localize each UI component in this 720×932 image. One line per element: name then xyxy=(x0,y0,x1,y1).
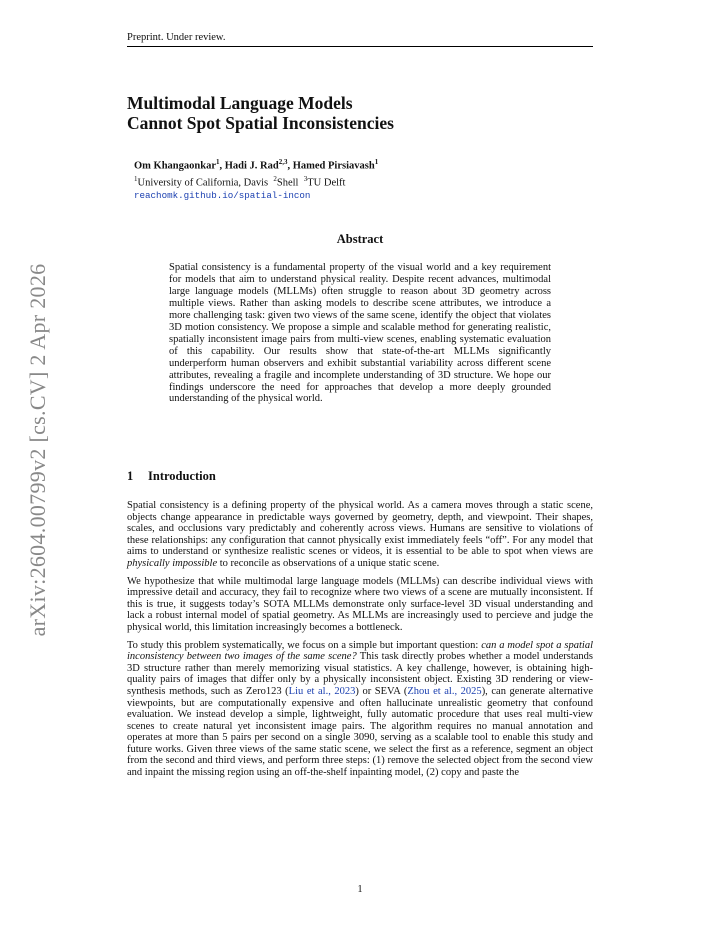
abstract-text: Spatial consistency is a fundamental property of the visual world and a key requirement for models that aim to understand physical reality. Despite recent advances, multimodal large language models (MLLMs) often struggle to reason about 3D geometry across multiple views. Rather than asking models to describe scene attributes, we introduce a more challenging task: given two views of the same scene, identify the object that violates 3D motion consistency. We propose a simple and scalable method for generating realistic, spatially inconsistent image pairs from multi-view scenes, enabling systematic evaluation of this capability. Our results show that state-of-the-art MLLMs significantly underperform human observers and exhibit substantial variability across different scene attributes, revealing a fragile and incomplete understanding of 3D structure. We hope our findings underscore the need for approaches that develop a more deeply grounded understanding of the physical world. xyxy=(169,262,551,405)
affil-1-mark: 1 xyxy=(134,175,138,183)
title-line-2: Cannot Spot Spatial Inconsistencies xyxy=(127,113,394,133)
page-number: 1 xyxy=(357,884,363,895)
project-link[interactable]: reachomk.github.io/spatial-incon xyxy=(134,190,311,201)
intro-p1-text-b: to reconcile as observations of a unique static scene. xyxy=(217,557,440,569)
intro-p3-text-b: This task directly probes whether a model understands 3D structure rather than merely memorizing visual statistics. A key challenge, however, is obtaining high-quality pairs of images that differ only by a physically inconsistent object. Existing 3D rendering or view-synthesis methods, such as Zero123 ( xyxy=(127,651,593,697)
running-header: Preprint. Under review. xyxy=(127,32,593,47)
paper-title xyxy=(127,93,593,133)
affil-2-mark: 2 xyxy=(273,175,277,183)
intro-p1-text-a: Spatial consistency is a defining property of the physical world. As a camera moves through a static scene, objects change appearance in predictable ways governed by geometry, depth, and viewpoint. Their shapes, scales, and occlusions vary predictably and coherently across views. Humans are sensitive to violations of these relationships: any configuration that cannot physically exist immediately feels “off”. For any model that aims to understand or synthesize realistic scenes or videos, it is essential to be able to spot when views are xyxy=(127,500,593,558)
section-heading-introduction xyxy=(127,469,593,484)
author-1-affil: 1 xyxy=(215,158,220,166)
title-line-1: Multimodal Language Models xyxy=(127,93,353,113)
section-number: 1 xyxy=(127,469,134,483)
introduction-body xyxy=(127,500,593,785)
intro-p3-emphasis: can a model spot a spatial inconsistency between two images of the same scene? xyxy=(127,639,593,663)
author-2: Hadi J. Rad xyxy=(224,160,279,172)
section-title: Introduction xyxy=(148,469,216,483)
intro-p3-text-d: ), can generate alternative viewpoints, but are computationally expensive and often hallucinate unrealistic geometry that confound evaluation. We instead develop a simple, lightweight, fully automatic procedure that uses real multi-view scenes to create natural yet inconsistent image pairs. The algorithm requires no manual annotation and operates at more than 5 pairs per second on a single 3090, serving as a scalable tool to enable this study and future works. Given three views of the same static scene, we select the first as a reference, segment an object from the second and third views, and perform three steps: (1) remove the selected object from the second view and inpaint the missing region using an off-the-shelf inpainting model, (2) copy and paste the xyxy=(127,685,593,779)
intro-paragraph-2: We hypothesize that while multimodal large language models (MLLMs) can describe individual views with impressive detail and accuracy, they fail to recognize where two views of a scene are mutually inconsistent. If this is true, it suggests today’s SOTA MLLMs demonstrate only surface-level 3D visual understanding and lack a robust internal model of spatial geometry. As MLLMs are increasingly used to percieve and judge the physical world, this limitation increasingly becomes a bottleneck. xyxy=(127,575,593,633)
affil-1: University of California, Davis xyxy=(137,177,271,189)
affil-3: TU Delft xyxy=(307,177,346,189)
affil-3-mark: 3 xyxy=(303,175,308,183)
intro-p3-text-c: ) or SEVA ( xyxy=(355,685,408,697)
author-3-affil: 1 xyxy=(374,158,379,166)
abstract-heading: Abstract xyxy=(336,232,384,246)
affil-2: Shell xyxy=(276,177,302,189)
intro-paragraph-3 xyxy=(127,640,593,779)
affiliations xyxy=(134,173,594,190)
author-block xyxy=(134,156,594,203)
author-names xyxy=(134,156,594,173)
intro-paragraph-1 xyxy=(127,500,593,570)
author-2-affil: 2,3 xyxy=(278,158,288,166)
intro-p3-text-a: To study this problem systematically, we focus on a simple but important question: xyxy=(127,639,482,651)
author-1: Om Khangaonkar xyxy=(134,160,216,172)
arxiv-identifier: arXiv:2604.00799v2 [cs.CV] 2 Apr 2026 xyxy=(25,263,50,637)
citation-zhou-2025[interactable]: Zhou et al., 2025 xyxy=(407,685,482,697)
intro-p1-emphasis: physically impossible xyxy=(127,557,218,569)
citation-liu-2023[interactable]: Liu et al., 2023 xyxy=(288,685,356,697)
author-sep-1: , xyxy=(219,160,225,172)
author-sep-2: , xyxy=(287,160,293,172)
author-3: Hamed Pirsiavash xyxy=(292,160,375,172)
